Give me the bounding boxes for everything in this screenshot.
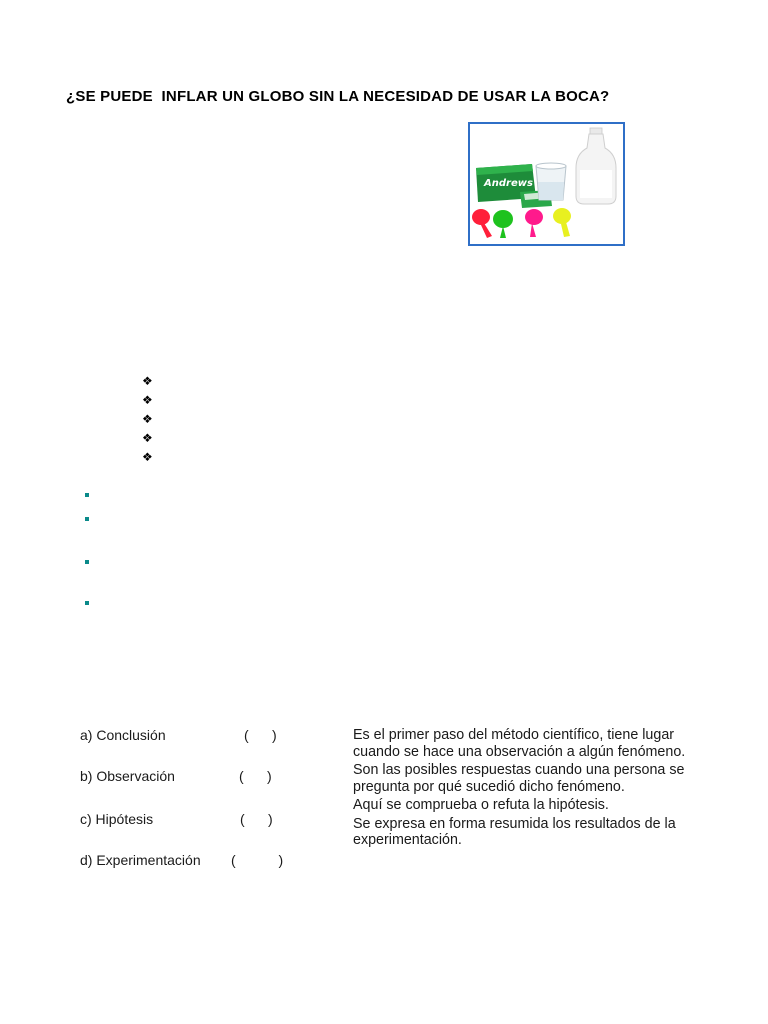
answer-blank[interactable]: ( ): [244, 727, 277, 743]
square-bullet: [85, 601, 89, 605]
answer-blank[interactable]: ( ): [240, 811, 273, 827]
term-observation: b) Observación: [80, 768, 175, 784]
milk-bottle: [576, 128, 616, 204]
term-experimentation: d) Experimentación: [80, 852, 201, 868]
list-bullet: ❖: [142, 393, 153, 407]
term-hypothesis: c) Hipótesis: [80, 811, 154, 827]
page-title: ¿SE PUEDE INFLAR UN GLOBO SIN LA NECESIDAD DE USAR LA BOCA?: [66, 88, 610, 105]
answer-blank[interactable]: ( ): [239, 768, 272, 784]
list-bullet: ❖: [142, 374, 153, 388]
balloons: [472, 208, 571, 238]
list-bullet: ❖: [142, 450, 153, 464]
definition-item: Aquí se comprueba o refuta la hipótesis.: [353, 797, 609, 813]
square-bullet: [85, 493, 89, 497]
experiment-materials-image: [468, 122, 625, 246]
term-conclusion: a) Conclusión: [80, 727, 166, 743]
brand-text: Andrews: [484, 178, 533, 189]
definition-item: Se expresa en forma resumida los resultados de la experimentación.: [353, 815, 676, 848]
square-bullet: [85, 517, 89, 521]
glass-of-water: [536, 163, 566, 200]
list-bullet: ❖: [142, 431, 153, 445]
list-bullet: ❖: [142, 412, 153, 426]
definition-item: Es el primer paso del método científico, tiene lugar cuando se hace una observación a algún fenómeno.: [353, 727, 686, 760]
matching-definitions: [353, 727, 713, 851]
square-bullet: [85, 560, 89, 564]
answer-blank[interactable]: ( ): [231, 852, 284, 868]
definition-item: Son las posibles respuestas cuando una persona se pregunta por qué sucedió dicho fenómeno.: [353, 762, 685, 795]
